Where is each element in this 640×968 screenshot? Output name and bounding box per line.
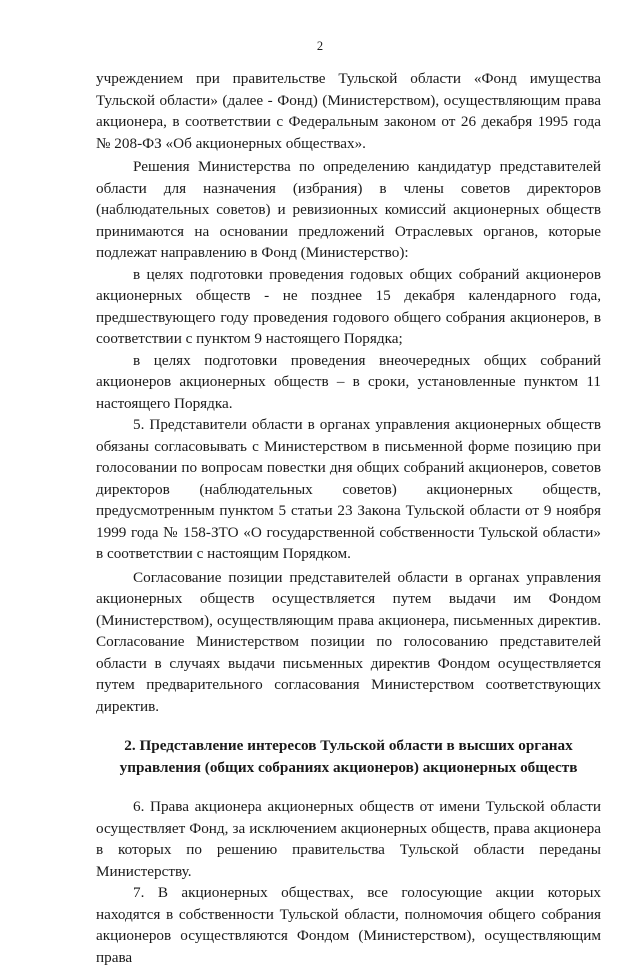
paragraph-item-5: 5. Представители области в органах управления акционерных обществ обязаны согласовывать с Министерством в письменной форме позицию при голосовании по вопросам повестки дня общих собраний акционеров, советов директоров (наблюдательных советов) акционерных обществ, предусмотренным пунктом 5 статьи 23 Закона Тульской области от 9 ноября 1999 года № 158-ЗТО «О государственной собственности Тульской области» в соответствии с настоящим Порядком. (96, 416, 601, 562)
paragraph-continuation: учреждением при правительстве Тульской области «Фонд имущества Тульской области» (далее - Фонд) (Министерством), осуществляющим права акционера, в соответствии с Федеральным законом от 26 декабря 1995 года № 208-ФЗ «Об акционерных обществах». (96, 70, 601, 152)
section-heading-line2: управления (общих собраниях акционеров) акционерных обществ (119, 758, 578, 776)
paragraph-extraordinary-meetings: в целях подготовки проведения внеочередных общих собраний акционеров акционерных обществ – в сроки, установленные пунктом 11 настоящего Порядка. (96, 351, 601, 412)
page-number: 2 (316, 39, 324, 53)
paragraph-item-6: 6. Права акционера акционерных обществ от имени Тульской области осуществляет Фонд, за исключением акционерных обществ, права акционера в которых по решению правительства Тульской области переданы Министерству. (96, 798, 601, 880)
paragraph-ministry-decisions: Решения Министерства по определению кандидатур представителей области для назначения (избрания) в члены советов директоров (наблюдательных советов) и ревизионных комиссий акционерных обществ принимаются на основании предложений Отраслевых органов, которые подлежат направлению в Фонд (Министерство): (96, 158, 601, 261)
document-body (96, 68, 601, 968)
paragraph-annual-meetings: в целях подготовки проведения годовых общих собраний акционеров акционерных обществ - не позднее 15 декабря календарного года, предшествующего году проведения годового общего собрания акционеров, в соответствии с пунктом 9 настоящего Порядка; (96, 265, 601, 347)
paragraph-position-approval: Согласование позиции представителей области в органах управления акционерных обществ осуществляется путем выдачи им Фондом (Министерством), осуществляющим права акционера, письменных директив. Согласование Министерством позиции по голосованию представителей области в случаях выдачи письменных директив Фондом осуществляется путем предварительного согласования Министерством соответствующих директив. (96, 568, 601, 715)
section-heading (96, 735, 601, 778)
paragraph-item-7: 7. В акционерных обществах, все голосующие акции которых находятся в собственности Тульской области, полномочия общего собрания акционеров осуществляются Фондом (Министерством), осуществляющим права (96, 884, 601, 966)
section-heading-line1: 2. Представление интересов Тульской области в высших органах (124, 737, 573, 754)
